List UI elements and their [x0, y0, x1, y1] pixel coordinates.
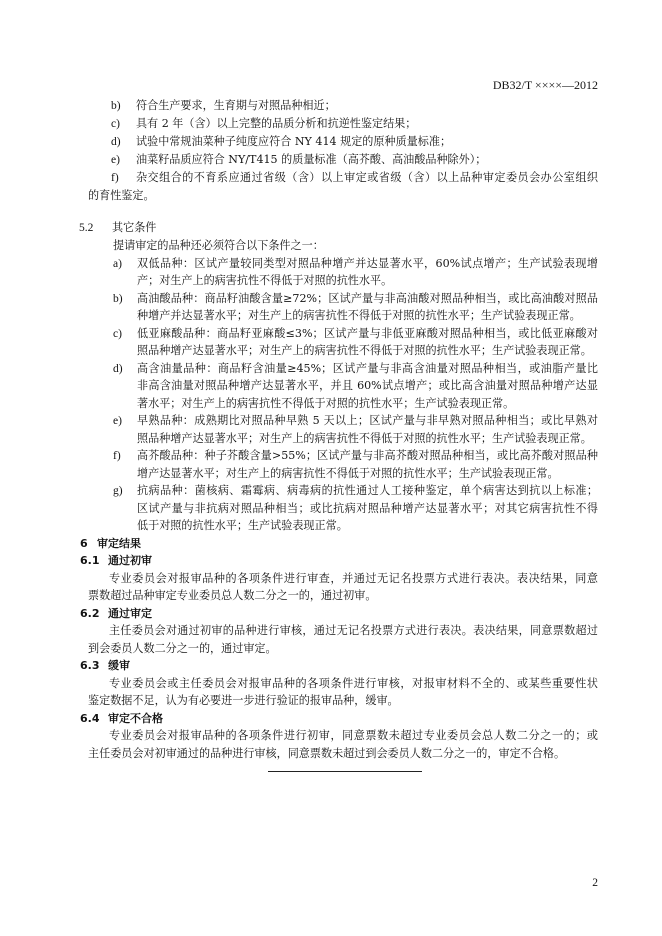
list-item-text: 种增产并达显著水平；对生产上的病害抗性不得低于对照的抗性水平；生产试验表现正常。	[137, 309, 581, 322]
list-label: e)	[111, 154, 120, 166]
list-item-text: 高芥酸品种：种子芥酸含量>55%；区试产量与非高芥酸对照品种相当，或比高芥酸对照品种	[137, 449, 598, 462]
list-label: f)	[113, 450, 121, 462]
paragraph-line: 到会委员人数二分之一的，通过审定。	[88, 641, 277, 655]
subsection-title: 通过初审	[108, 554, 152, 567]
paragraph-line: 主任委员会对初审通过的品种进行审核，同意票数未超过到会委员人数二分之一的，审定不合格。	[88, 746, 566, 760]
subsection-number: 6.3	[80, 659, 100, 672]
list-item-text: 早熟品种：成熟期比对照品种早熟 5 天以上；区试产量与非早熟对照品种相当；或比早熟对	[137, 414, 598, 427]
page-number: 2	[592, 877, 598, 889]
paragraph-line: 专业委员会对报审品种的各项条件进行审查，并通过无记名投票方式进行表决。表决结果，同意	[109, 571, 598, 585]
list-label: a)	[113, 257, 122, 270]
list-item-text: 照品种增产达显著水平；对生产上的病害抗性不得低于对照的抗性水平；生产试验表现正常。	[137, 431, 592, 445]
list-item-text: 著水平；对生产上的病害抗性不得低于对照的抗性水平；生产试验表现正常。	[137, 396, 515, 410]
end-rule	[268, 771, 422, 772]
subsection-title: 缓审	[108, 659, 130, 672]
list-label: b)	[113, 292, 123, 305]
subsection-number: 6.2	[80, 606, 100, 620]
section-intro: 提请审定的品种还必须符合以下条件之一：	[113, 239, 324, 252]
list-label: d)	[113, 362, 123, 375]
list-item-text: 油菜籽品质应符合 NY/T415 的质量标准（高芥酸、高油酸品种除外）；	[136, 153, 487, 166]
paragraph-line: 专业委员会对报审品种的各项条件进行初审，同意票数未超过专业委员会总人数二分之一的；或	[109, 729, 598, 742]
list-label: e)	[113, 415, 122, 427]
list-item-text: 具有 2 年（含）以上完整的品质分析和抗逆性鉴定结果；	[136, 117, 417, 130]
list-item-text: 增产达显著水平；对生产上的病害抗性不得低于对照的抗性水平；生产试验表现正常。	[137, 466, 559, 480]
list-label: b)	[111, 100, 121, 112]
subsection-number: 6.1	[80, 554, 100, 567]
list-item-text: 抗病品种：菌核病、霜霉病、病毒病的抗性通过人工接种鉴定，单个病害达到抗以上标准；	[137, 484, 598, 497]
list-item-text: 高含油量品种：商品籽含油量≥45%；区试产量与非高含油量对照品种相当，或油脂产量比	[137, 361, 598, 375]
list-item-text: 低亚麻酸品种：商品籽亚麻酸≤3%；区试产量与非低亚麻酸对照品种相当，或比低亚麻酸对	[137, 326, 598, 340]
list-item-text: 低于对照的抗性水平；生产试验表现正常。	[137, 519, 348, 532]
subsection-title: 审定不合格	[108, 711, 163, 725]
chapter-number: 6	[80, 536, 88, 550]
list-item-text: 区试产量与非抗病对照品种相当；或比抗病对照品种增产达显著水平；对其它病害抗性不得	[137, 501, 598, 515]
list-item-text: 符合生产要求，生育期与对照品种相近；	[136, 99, 336, 112]
paragraph-line: 鉴定数据不足，认为有必要进一步进行验证的报审品种，缓审。	[88, 694, 399, 707]
list-item-text: 杂交组合的不育系应通过省级（含）以上审定或省级（含）以上品种审定委员会办公室组织	[136, 171, 598, 184]
chapter-title: 审定结果	[97, 536, 141, 550]
list-item-text: 的育性鉴定。	[88, 189, 155, 202]
list-item-text: 非高含油量对照品种增产达显著水平，并且 60%试点增产；或比高含油量对照品种增产达显	[137, 379, 598, 392]
paragraph-line: 主任委员会对通过初审的品种进行审核，通过无记名投票方式进行表决。表决结果，同意票数超过	[109, 624, 598, 637]
subsection-title: 通过审定	[108, 606, 152, 620]
list-label: c)	[111, 118, 120, 130]
list-label: g)	[113, 485, 123, 497]
list-item-text: 高油酸品种：商品籽油酸含量≥72%；区试产量与非高油酸对照品种相当，或比高油酸对照品	[137, 291, 598, 305]
list-item-text: 照品种增产达显著水平；对生产上的病害抗性不得低于对照的抗性水平；生产试验表现正常。	[137, 344, 592, 357]
list-item-text: 双低品种：区试产量较同类型对照品种增产并达显著水平，60%试点增产；生产试验表现增	[137, 256, 598, 270]
list-label: c)	[113, 327, 122, 340]
document-code-header: DB32/T ××××—2012	[492, 78, 598, 92]
paragraph-line: 票数超过品种审定专业委员总人数二分之一的，通过初审。	[88, 589, 377, 602]
list-label: d)	[111, 136, 121, 148]
list-item-text: 产；对生产上的病害抗性不得低于对照的抗性水平。	[137, 274, 393, 287]
section-title: 其它条件	[112, 221, 157, 234]
section-number: 5.2	[79, 222, 94, 234]
list-item-text: 试验中常规油菜种子纯度应符合 NY 414 规定的原种质量标准；	[136, 135, 452, 148]
subsection-number: 6.4	[80, 711, 100, 725]
list-label: f)	[111, 172, 119, 184]
paragraph-line: 专业委员会或主任委员会对报审品种的各项条件进行审核，对报审材料不全的、或某些重要性状	[109, 676, 598, 690]
